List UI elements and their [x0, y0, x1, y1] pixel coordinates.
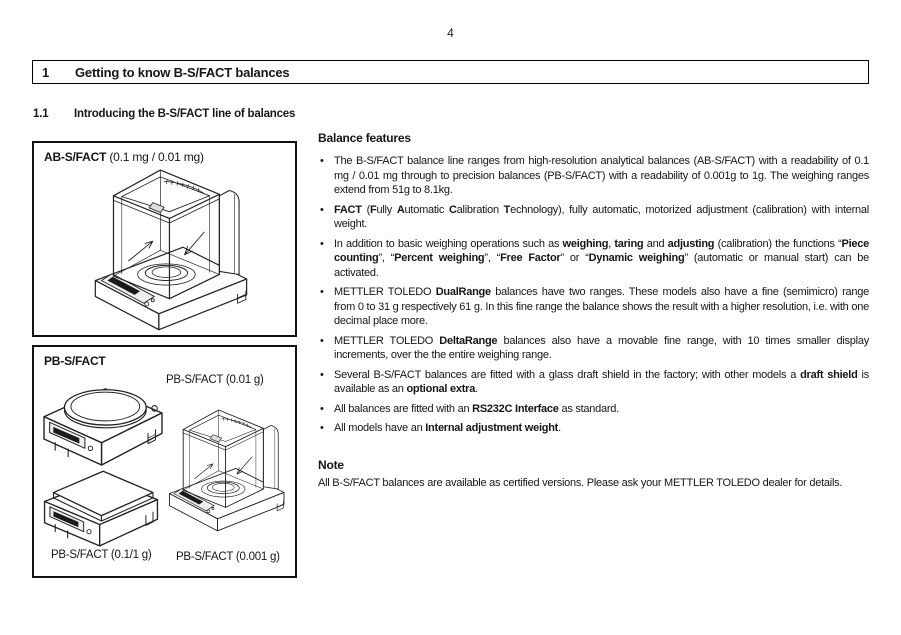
section-heading-box [32, 60, 869, 84]
figure-ab-box [32, 141, 297, 337]
page-number: 4 [447, 26, 454, 40]
figure-pb-title [44, 354, 106, 368]
feature-bullet: • All balances are fitted with an RS232C Interface as standard. [318, 402, 869, 417]
pb-caption-0001g: PB-S/FACT (0.001 g) [176, 551, 280, 563]
feature-bullet: • FACT (Fully Automatic Calibration Technology), fully automatic, motorized adjustment (calibration) with internal weight. [318, 203, 869, 232]
section-title: Getting to know B-S/FACT balances [75, 64, 290, 80]
feature-bullet: • Several B-S/FACT balances are fitted with a glass draft shield in the factory; with other models a draft shield is available as an optional extra. [318, 368, 869, 397]
pb-caption-001g: PB-S/FACT (0.01 g) [166, 374, 264, 386]
figure-pb-box [32, 345, 297, 578]
note-text: All B-S/FACT balances are available as certified versions. Please ask your METTLER TOLEDO dealer for details. [318, 477, 843, 489]
precision-balance-draftshield-illustration [166, 403, 292, 535]
precision-balance-square-pan-illustration [39, 457, 163, 553]
note-heading: Note [318, 458, 344, 472]
figure-ab-label-readability: (0.1 mg / 0.01 mg) [106, 150, 204, 164]
feature-bullet: • In addition to basic weighing operations such as weighing, taring and adjusting (calibration) the functions “Piece counting”, “Percent weighing”, “Free Factor” or “Dynamic weighing” (automatic or manual start) can be activated. [318, 237, 869, 281]
feature-bullet: • All models have an Internal adjustment weight. [318, 421, 869, 436]
figure-ab-label-model: AB-S/FACT [44, 150, 107, 164]
feature-bullet: • METTLER TOLEDO DualRange balances have two ranges. These models also have a fine (semimicro) range from 0 to 31 g respectively 61 g. In this fine range the balance shows the result with a higher resolution, i.e. with one decimal place more. [318, 285, 869, 329]
feature-bullet: • The B-S/FACT balance line ranges from high-resolution analytical balances (AB-S/FACT) with a readability of 0.1 mg / 0.01 mg through to precision balances (PB-S/FACT) with a readability of 0.001g to 1g. The weighing ranges extend from 51g to 8.1kg. [318, 154, 869, 198]
subsection-title: Introducing the B-S/FACT line of balances [74, 108, 296, 120]
feature-bullet: • METTLER TOLEDO DeltaRange balances also have a movable fine range, with 10 times smaller display increments, over the the entire weighing range. [318, 334, 869, 363]
subsection-number: 1.1 [33, 108, 49, 120]
figure-pb-title-text: PB-S/FACT [44, 354, 106, 368]
analytical-balance-illustration [90, 161, 258, 335]
features-list [318, 154, 869, 441]
section-number: 1 [42, 64, 50, 80]
features-heading: Balance features [318, 131, 411, 145]
pb-caption-01-1g: PB-S/FACT (0.1/1 g) [51, 549, 152, 561]
subsection-heading [33, 108, 295, 120]
